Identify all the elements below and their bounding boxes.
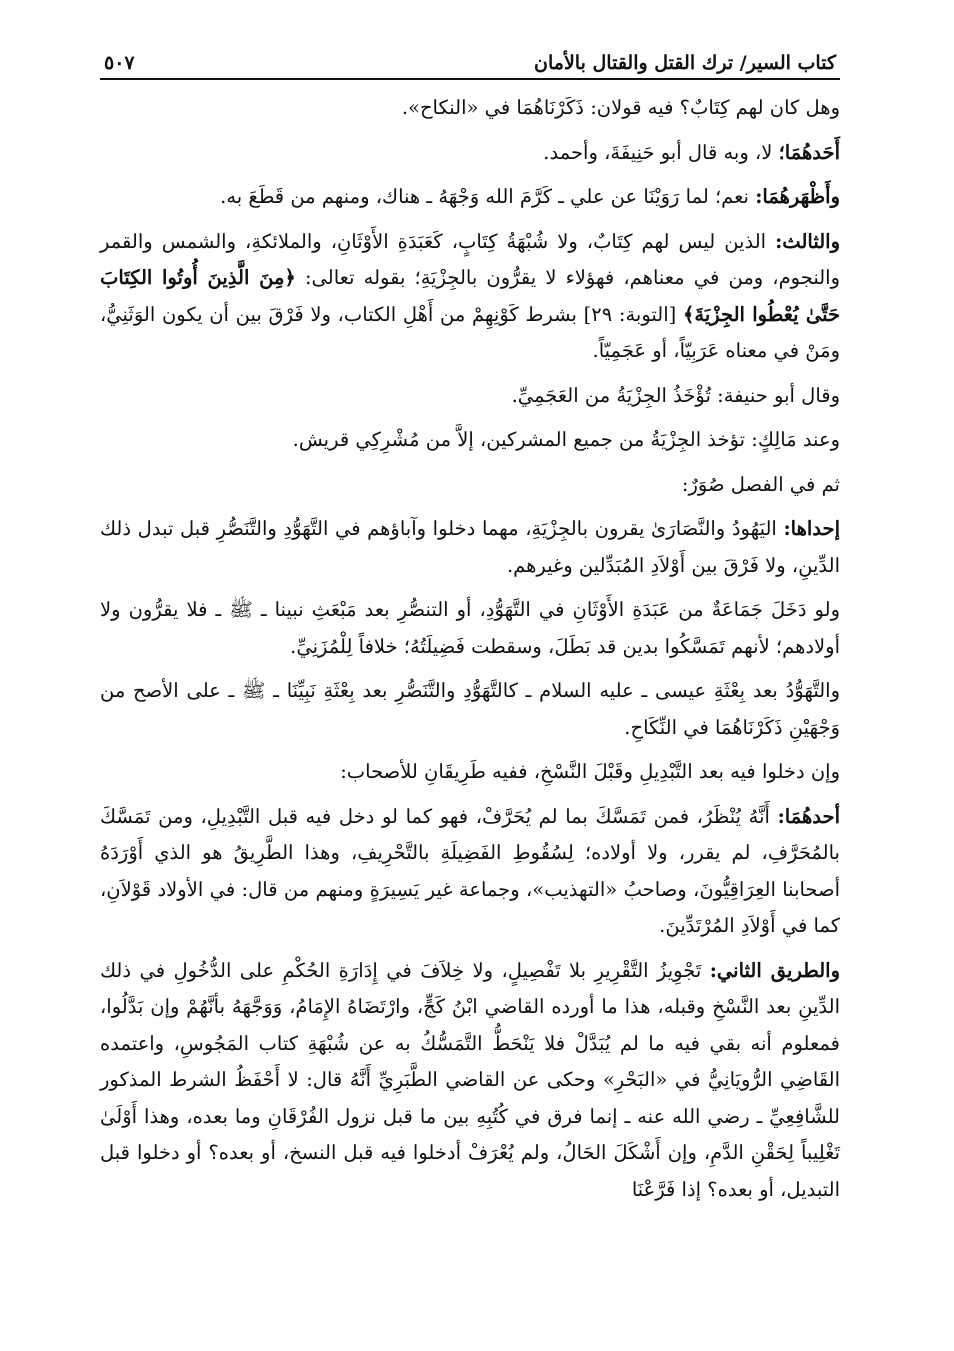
paragraph-text: لا، وبه قال أبو حَنِيفَةَ، وأحمد. xyxy=(543,140,779,164)
quran-quote: ﴿مِنَ الَّذِينَ أُوتُوا الكِتَابَ حَتَّىٰ يُعْطُوا الجِزْيَةَ﴾ xyxy=(100,266,841,326)
paragraph-text: اليَهُودُ والنَّصَارَىٰ يقرون بالجِزْيَةِ، مهما دخلوا وآباؤهم في التَّهَوُّدِ والتَّنَصُّرِ قبل تبدل ذلك الدِّينِ، ولا فَرْقَ بين أَوْلاَدِ المُبَدِّلين وغيرهم. xyxy=(100,517,840,577)
paragraph-lead: أَحَدهُمَا؛ xyxy=(778,140,840,164)
paragraph xyxy=(100,90,840,127)
paragraph xyxy=(100,592,840,665)
paragraph xyxy=(100,135,840,172)
header-title: كتاب السير/ ترك القتل والقتال بالأمان xyxy=(534,52,836,74)
paragraph-text: والتَّهَوُّدُ بعد بِعْثَةِ عيسى ـ عليه السلام ـ كالتَّهَوُّدِ والتَّنَصُّرِ بعد بِعْثَةِ نَبِيِّنَا ـ ﷺ ـ على الأصح من وَجْهَيْنِ ذَكَرْنَاهُمَا في النِّكَاحِ. xyxy=(100,679,840,739)
paragraph-lead: والثالث: xyxy=(775,229,840,253)
paragraph-text: أَنَّهُ يُنْظَرُ، فمن تَمَسَّكَ بما لم يُحَرَّفْ، فهو كما لو دخل فيه قبل التَّبْدِيلِ، ومن تَمَسَّكَ بالمُحَرَّفِ، لم يقرر، ولا أولاده؛ لِسُقُوطِ الفَضِيلَةِ بالتَّحْرِيفِ، وهذا الطَّرِيقُ هو الذي أَوْرَدَهُ أصحابنا العِرَاقِيُّونَ، وصاحبُ «التهذيب»، وجماعة غير يَسِيرَةٍ ومنهم من قال: في الأولاد قَوْلاَنِ، كما في أَوْلاَدِ المُرْتَدِّينَ. xyxy=(100,804,840,937)
paragraph xyxy=(100,378,840,415)
paragraph-lead: والطريق الثاني: xyxy=(709,958,840,982)
paragraph-text: نعم؛ لما رَوَيْنَا عن علي ـ كَرَّمَ الله وَجْهَهُ ـ هناك، ومنهم من قَطَعَ به. xyxy=(220,185,756,208)
paragraph-text: وهل كان لهم كِتَابٌ؟ فيه قولان: ذَكَرْنَاهُمَا في «النكاح». xyxy=(401,96,840,119)
paragraph-text: ولو دَخَلَ جَمَاعَةٌ من عَبَدَةِ الأَوْثَانِ في التَّهَوُّدِ، أو التنصُّرِ بعد مَبْعَثِ نبينا ـ ﷺ ـ فلا يقرُّون ولا أولادهم؛ لأنهم تَمَسَّكُوا بدين قد بَطَلَ، وسقطت فَضِيلَتُهُ؛ خلافاً لِلْمُزَنِيِّ. xyxy=(100,598,840,658)
paragraph xyxy=(100,179,840,216)
paragraph-text: وقال أبو حنيفة: تُؤْخَذُ الجِزْيَةُ من العَجَمِيِّ. xyxy=(511,383,840,407)
paragraph xyxy=(100,754,840,791)
running-header xyxy=(100,40,840,80)
body-text xyxy=(100,90,840,1208)
paragraph xyxy=(100,799,840,945)
paragraph xyxy=(100,467,840,504)
paragraph-text: الذين ليس لهم كِتَابٌ، ولا شُبْهَةُ كِتَابٍ، كَعَبَدَةِ الأَوْثَانِ، والملائكةِ، والشمس والقمر والنجوم، ومن في معناهم، فهؤلاء لا يقرُّون بالجِزْيَةِ؛ بقوله تعالى: xyxy=(100,229,840,289)
paragraph xyxy=(100,224,840,370)
page-number: ٥٠٧ xyxy=(104,52,135,74)
paragraph-text: ثم في الفصل صُوَرٌ: xyxy=(681,472,840,496)
document-page xyxy=(100,40,840,1216)
paragraph xyxy=(100,953,840,1209)
paragraph-text: تَجْوِيزُ التَّقْرِيرِ بلا تَفْصِيلٍ، ولا خِلاَفَ في إِدَارَةِ الحُكْمِ على الدُّخُولِ في ذلك الدِّينِ بعد النَّسْخِ وقبله، هذا ما أورده القاضي ابْنُ كَجٍّ، وارْتَضَاهُ الإِمَامُ، وَوَجَّهَهُ بأنَّهُمْ وإن بَدَّلُوا، فمعلوم أنه بقي فيه ما لم يُبَدَّلْ فلا يَنْحَطُّ التَّمَسُّكُ به عن شُبْهَةِ كتاب المَجُوسِ، واعتمده القَاضِي الرُّويَانِيُّ في «البَحْرِ» وحكى عن القاضي الطَّبَرِيِّ أَنَّهُ قال: لا أَحْفَظُ الشرط المذكور للشَّافِعِيِّ ـ رضي الله عنه ـ إنما فرق في كُتُبِهِ بين ما قبل نزول الفُرْقَانِ وما بعده، وهذا أَوْلَىٰ تَغْلِيباً لِحَقْنِ الدَّمِ، وإن أَشْكَلَ الحَالُ، ولم يُعْرَفْ أدخلوا فيه قبل النسخ، أو بعده؟ أو دخلوا قبل التبديل، أو بعده؟ إذا فَرَّعْنَا xyxy=(100,958,840,1201)
paragraph-lead: أحدهُمَا: xyxy=(777,804,840,828)
paragraph xyxy=(100,422,840,459)
paragraph-text-rest: [التوبة: ٢٩] بشرط كَوْنِهِمْ من أَهْلِ الكتاب، ولا فَرْقَ بين أن يكون الوَثَنِيُّ، ومَنْ في معناه عَرَبِيّاً، أو عَجَمِيّاً. xyxy=(100,302,840,362)
paragraph-lead: إحداها: xyxy=(783,517,840,540)
paragraph xyxy=(100,511,840,584)
paragraph-text: وعند مَالِكٍ: تؤخذ الجِزْيَةُ من جميع المشركين، إلاَّ من مُشْرِكِي قريش. xyxy=(292,428,840,451)
paragraph xyxy=(100,673,840,746)
paragraph-lead: وأَظْهَرهُمَا: xyxy=(755,185,840,208)
paragraph-text: وإن دخلوا فيه بعد التَّبْدِيلِ وقَبْلَ النَّسْخِ، ففيه طَرِيقَانِ للأصحاب: xyxy=(340,760,840,783)
